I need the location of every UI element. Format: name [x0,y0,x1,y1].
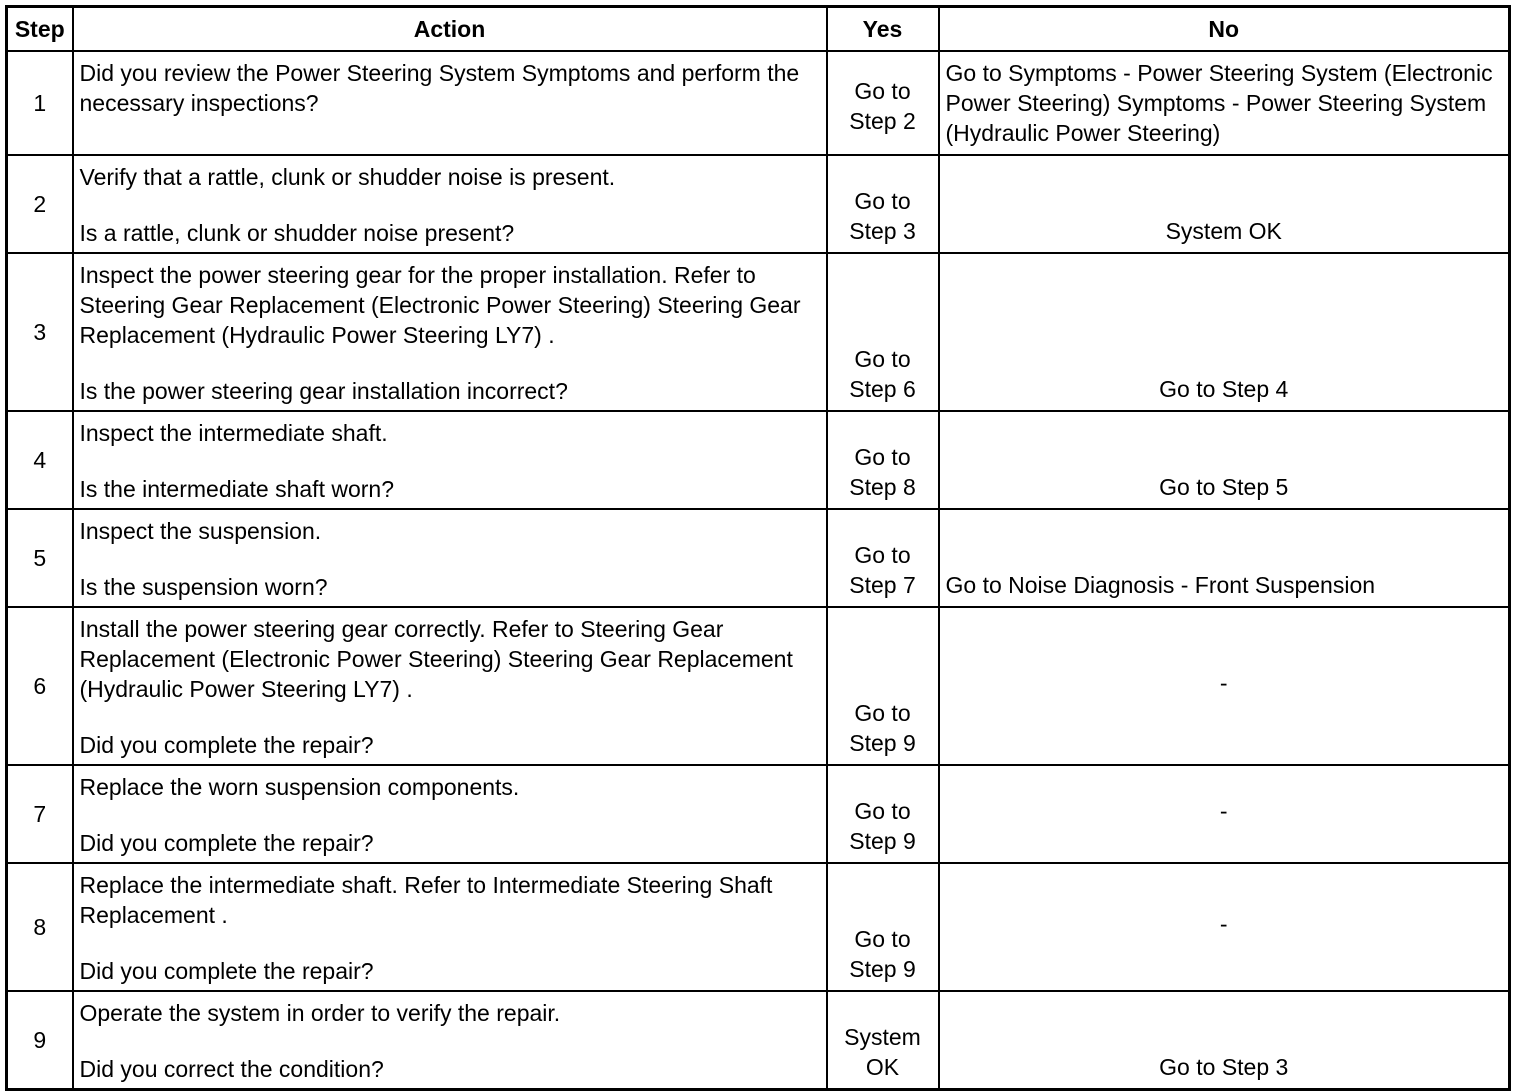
action-cell [73,765,827,863]
action-question: Is the suspension worn? [79,573,328,600]
action-cell [73,607,827,765]
action-question: Did you complete the repair? [79,957,374,984]
action-question: Did you correct the condition? [79,1055,384,1082]
no-cell: Go to Symptoms - Power Steering System (Electronic Power Steering) Symptoms - Power Steering System (Hydraulic Power Steering) [939,51,1510,155]
yes-line: System [844,1023,921,1050]
yes-line: OK [865,1053,900,1080]
action-cell [73,991,827,1090]
table-row [7,863,1510,991]
diagnostic-table [5,5,1511,1091]
header-step: Step [7,7,73,51]
yes-line: Go to [854,187,911,214]
table-row [7,509,1510,607]
table-row [7,253,1510,411]
action-text: Operate the system in order to verify the repair. [79,999,561,1026]
yes-cell [827,51,939,155]
yes-line: Go to [854,797,911,824]
header-no: No [939,7,1510,51]
step-number: 2 [7,155,73,253]
action-text: Inspect the power steering gear for the proper installation. Refer to Steering Gear Replacement (Electronic Power Steering) Steering Gear Replacement (Hydraulic Power Steering LY7) . [79,261,801,348]
table-row [7,991,1510,1090]
yes-line: Step 9 [849,827,916,854]
yes-line: Step 6 [849,375,916,402]
action-cell [73,509,827,607]
yes-line: Go to [854,699,911,726]
no-cell: Go to Step 4 [939,253,1510,411]
action-cell [73,253,827,411]
yes-cell [827,509,939,607]
table-row [7,765,1510,863]
action-question: Is the power steering gear installation incorrect? [79,377,568,404]
action-cell [73,155,827,253]
action-question: Did you complete the repair? [79,829,374,856]
yes-line: Step 2 [849,107,916,134]
step-number: 8 [7,863,73,991]
yes-line: Go to [854,925,911,952]
table-row [7,155,1510,253]
table-row [7,607,1510,765]
action-cell [73,863,827,991]
action-text: Verify that a rattle, clunk or shudder noise is present. [79,163,616,190]
yes-cell [827,411,939,509]
yes-line: Step 3 [849,217,916,244]
step-number: 7 [7,765,73,863]
header-yes: Yes [827,7,939,51]
table-header-row [7,7,1510,51]
action-text: Replace the worn suspension components. [79,773,520,800]
step-number: 9 [7,991,73,1090]
step-number: 5 [7,509,73,607]
action-cell [73,51,827,155]
no-cell: - [939,765,1510,863]
header-action: Action [73,7,827,51]
action-text: Install the power steering gear correctly. Refer to Steering Gear Replacement (Electronic Power Steering) Steering Gear Replacement (Hydraulic Power Steering LY7) . [79,615,793,702]
yes-line: Step 8 [849,473,916,500]
no-cell: Go to Step 3 [939,991,1510,1090]
step-number: 6 [7,607,73,765]
yes-cell [827,155,939,253]
yes-line: Step 7 [849,571,916,598]
diagnostic-table-container [5,5,1508,1081]
step-number: 4 [7,411,73,509]
action-question: Is the intermediate shaft worn? [79,475,394,502]
yes-line: Go to [854,77,911,104]
yes-cell [827,607,939,765]
yes-cell [827,863,939,991]
step-number: 3 [7,253,73,411]
yes-line: Step 9 [849,955,916,982]
yes-cell [827,253,939,411]
yes-line: Go to [854,443,911,470]
yes-line: Go to [854,541,911,568]
action-text: Inspect the suspension. [79,517,322,544]
action-cell [73,411,827,509]
no-cell: - [939,607,1510,765]
action-question: Did you complete the repair? [79,731,374,758]
yes-cell [827,765,939,863]
no-cell: - [939,863,1510,991]
yes-cell [827,991,939,1090]
no-cell: Go to Noise Diagnosis - Front Suspension [939,509,1510,607]
yes-line: Step 9 [849,729,916,756]
yes-line: Go to [854,345,911,372]
action-question: Is a rattle, clunk or shudder noise present? [79,219,515,246]
step-number: 1 [7,51,73,155]
action-text: Inspect the intermediate shaft. [79,419,388,446]
table-row [7,51,1510,155]
action-text: Did you review the Power Steering System Symptoms and perform the necessary inspections? [79,59,800,116]
no-cell: Go to Step 5 [939,411,1510,509]
table-row [7,411,1510,509]
action-text: Replace the intermediate shaft. Refer to Intermediate Steering Shaft Replacement . [79,871,773,928]
no-cell: System OK [939,155,1510,253]
